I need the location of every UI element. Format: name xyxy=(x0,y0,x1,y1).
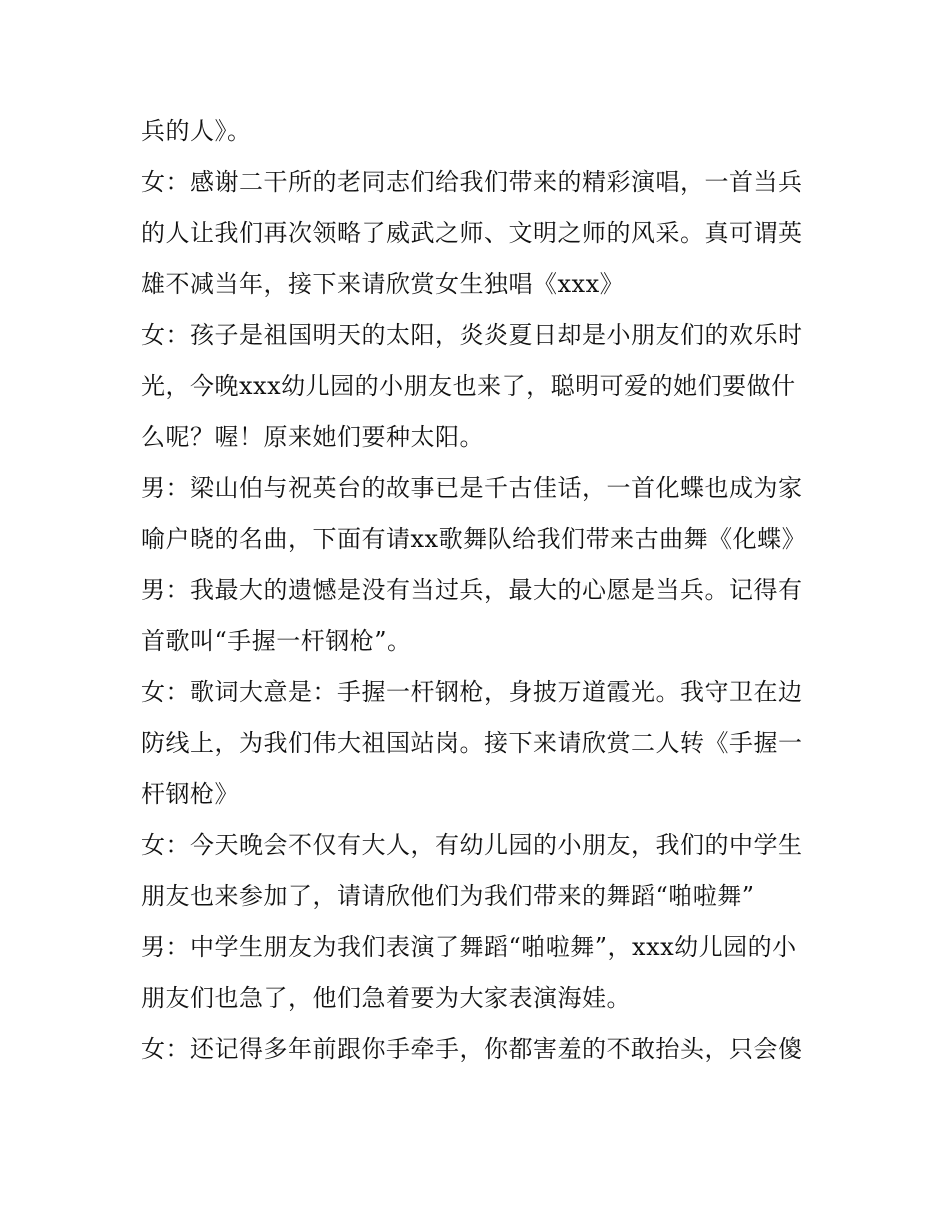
paragraph-6: 女：歌词大意是：手握一杆钢枪，身披万道霞光。我守卫在边防线上，为我们伟大祖国站岗。接下来请欣赏二人转《手握一杆钢枪》 xyxy=(141,678,803,808)
paragraph-7: 女：今天晚会不仅有大人，有幼儿园的小朋友，我们的中学生朋友也来参加了，请请欣他们为我们带来的舞蹈“啪啦舞” xyxy=(141,831,803,910)
document-body xyxy=(141,106,816,1075)
paragraph-5: 男：我最大的遗憾是没有当过兵，最大的心愿是当兵。记得有首歌叫“手握一杆钢枪”。 xyxy=(141,576,803,655)
paragraph-8: 男：中学生朋友为我们表演了舞蹈“啪啦舞”，xxx幼儿园的小朋友们也急了，他们急着要为大家表演海娃。 xyxy=(141,933,797,1012)
paragraph-9: 女：还记得多年前跟你手牵手，你都害羞的不敢抬头，只会傻 xyxy=(141,1035,803,1063)
paragraph-3: 女：孩子是祖国明天的太阳，炎炎夏日却是小朋友们的欢乐时光，今晚xxx幼儿园的小朋友也来了，聪明可爱的她们要做什么呢？喔！原来她们要种太阳。 xyxy=(141,321,803,451)
paragraph-2: 女：感谢二干所的老同志们给我们带来的精彩演唱，一首当兵的人让我们再次领略了威武之师、文明之师的风采。真可谓英雄不减当年，接下来请欣赏女生独唱《xxx》 xyxy=(141,168,803,298)
paragraph-1: 兵的人》。 xyxy=(141,117,252,145)
paragraph-4: 男：梁山伯与祝英台的故事已是千古佳话，一首化蝶也成为家喻户晓的名曲，下面有请xx歌舞队给我们带来古曲舞《化蝶》 xyxy=(141,474,807,553)
